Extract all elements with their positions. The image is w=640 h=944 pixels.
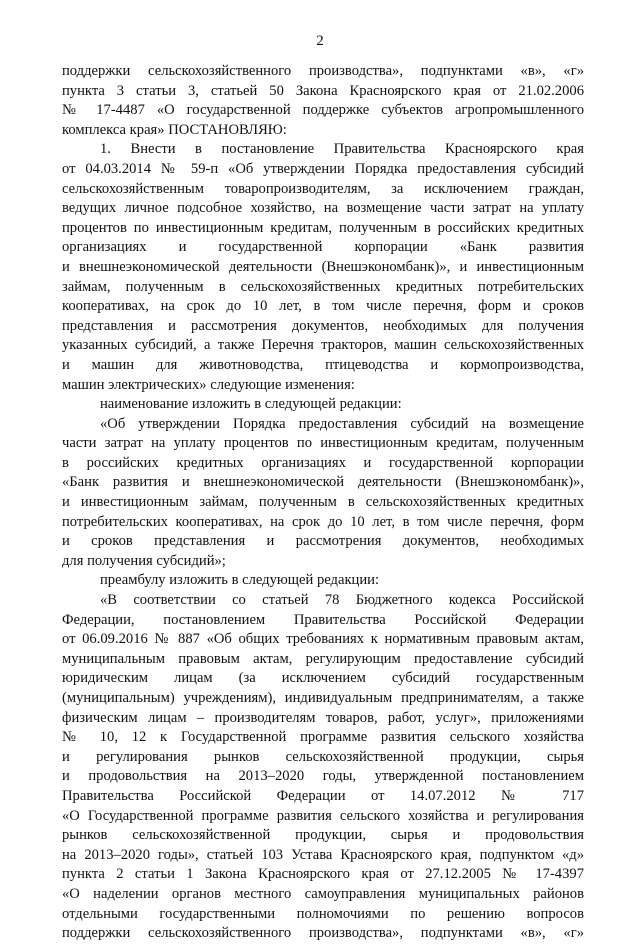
text-line: части затрат на уплату процентов по инвестиционным кредитам, полученным: [62, 435, 584, 452]
text-line: ведущих личное подсобное хозяйство, на возмещение части затрат на уплату: [62, 200, 584, 217]
text-line: преамбулу изложить в следующей редакции:: [100, 572, 380, 589]
text-line: сельскохозяйственным товаропроизводителям, за исключением граждан,: [62, 180, 584, 197]
text-line: «О наделении органов местного самоуправления муниципальных районов: [62, 885, 584, 902]
text-line: Правительства Российской Федерации от 14.07.2012 № 717: [62, 787, 584, 804]
text-line: и продовольствия на 2013–2020 годы, утвержденной постановлением: [62, 768, 584, 785]
text-line: наименование изложить в следующей редакции:: [100, 396, 402, 413]
text-line: займам, полученным в сельскохозяйственных кредитных потребительских: [62, 278, 584, 295]
text-line: на 2013–2020 годы», статьей 103 Устава Красноярского края, подпунктом «д»: [62, 846, 584, 863]
text-line: представления и рассмотрения документов, необходимых для получения: [62, 317, 584, 334]
text-line: рынков сельскохозяйственной продукции, сырья и продовольствия: [62, 827, 584, 844]
text-line: и сроков представления и рассмотрения документов, необходимых: [62, 533, 584, 550]
text-line: Федерации, постановлением Правительства Российской Федерации: [62, 611, 584, 628]
text-line: (муниципальным) учреждениям), индивидуальным предпринимателям, а также: [62, 690, 584, 706]
text-line: и машин для животноводства, птицеводства и кормопроизводства,: [62, 356, 584, 373]
text-line: отдельными государственными полномочиями по решению вопросов: [62, 905, 584, 922]
text-line: поддержки сельскохозяйственного производства», подпунктами «в», «г»: [62, 925, 584, 942]
text-line: пункта 2 статьи 1 Закона Красноярского края от 27.12.2005 № 17-4397: [62, 866, 584, 883]
text-line: от 06.09.2016 № 887 «Об общих требованиях к нормативным правовым актам,: [62, 631, 584, 648]
text-line: № 17-4487 «О государственной поддержке субъектов агропромышленного: [62, 102, 584, 119]
text-line: «В соответствии со статьей 78 Бюджетного кодекса Российской: [100, 592, 584, 609]
text-line: муниципальным правовым актам, регулирующим предоставление субсидий: [62, 650, 584, 667]
text-line: физическим лицам – производителям товаров, работ, услуг», приложениями: [62, 709, 584, 726]
document-body: [62, 62, 584, 944]
text-line: организациях и государственной корпорации «Банк развития: [62, 239, 584, 256]
text-line: комплекса края» ПОСТАНОВЛЯЮ:: [62, 121, 287, 138]
text-line: 1. Внести в постановление Правительства Красноярского края: [100, 141, 584, 158]
text-line: в российских кредитных организациях и государственной корпорации: [62, 454, 584, 471]
text-line: юридическим лицам (за исключением субсидий государственным: [62, 670, 584, 687]
text-line: от 04.03.2014 № 59-п «Об утверждении Порядка предоставления субсидий: [62, 160, 584, 177]
text-line: «О Государственной программе развития сельского хозяйства и регулирования: [62, 807, 584, 824]
text-line: кооперативах, на срок до 10 лет, в том числе перечня, форм и сроков: [62, 298, 584, 315]
text-line: и внешнеэкономической деятельности (Внешэкономбанк)», и инвестиционным: [62, 258, 584, 275]
text-line: и регулирования рынков сельскохозяйственной продукции, сырья: [62, 748, 584, 765]
text-line: потребительских кооперативах, на срок до 10 лет, в том числе перечня, форм: [62, 513, 584, 530]
text-line: «Банк развития и внешнеэкономической деятельности (Внешэкономбанк)»,: [62, 474, 584, 491]
text-line: процентов по инвестиционным кредитам, полученным в российских кредитных: [62, 219, 584, 236]
page-number: 2: [316, 33, 324, 49]
text-line: поддержки сельскохозяйственного производства», подпунктами «в», «г»: [62, 63, 584, 79]
text-line: № 10, 12 к Государственной программе развития сельского хозяйства: [62, 729, 584, 746]
text-line: «Об утверждении Порядка предоставления субсидий на возмещение: [100, 415, 584, 432]
text-line: для получения субсидий»;: [62, 552, 226, 569]
text-line: машин электрических» следующие изменения:: [62, 376, 355, 393]
text-line: указанных субсидий, а также Перечня тракторов, машин сельскохозяйственных: [62, 337, 584, 354]
text-line: и инвестиционным займам, полученным в сельскохозяйственных кредитных: [62, 494, 584, 511]
text-line: пункта 3 статьи 3, статьей 50 Закона Красноярского края от 21.02.2006: [62, 82, 584, 99]
